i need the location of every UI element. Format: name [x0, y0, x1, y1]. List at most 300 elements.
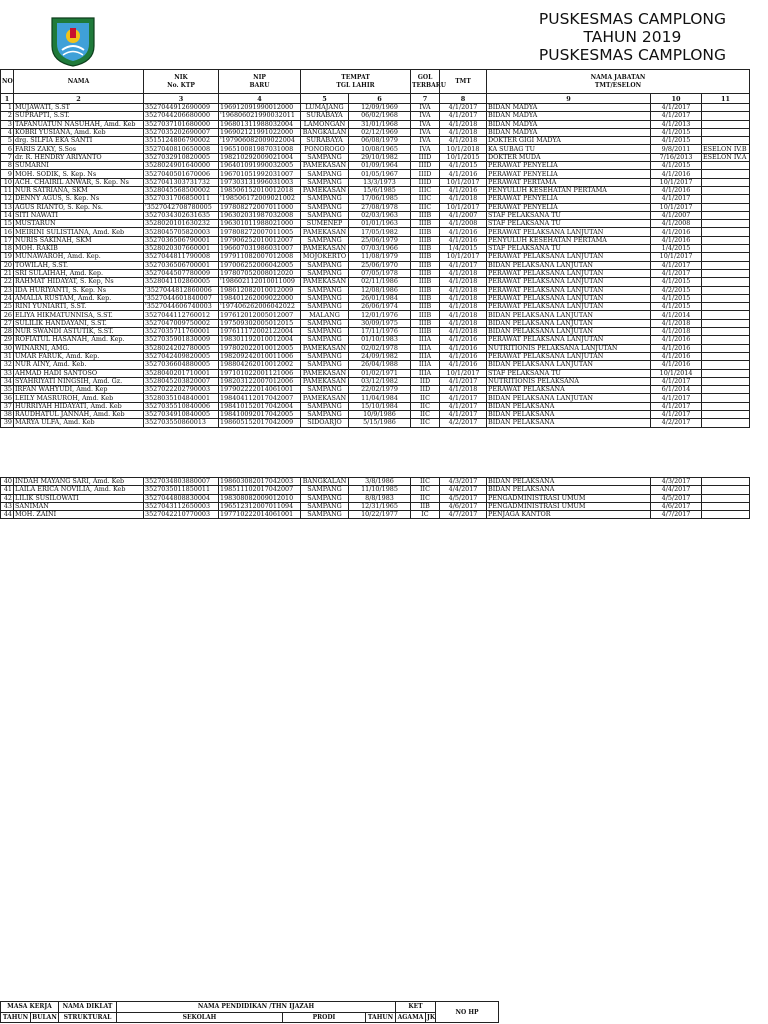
cell-no: 44: [1, 511, 14, 519]
cell-eselon: ESELON IV.B: [702, 145, 750, 153]
cell-tempat: SAMPANG: [301, 203, 349, 211]
cell-eselon: [702, 286, 750, 294]
col-number: 6: [349, 94, 411, 104]
cell-gol: IIIB: [411, 294, 440, 302]
cell-tempat: PAMEKASAN: [301, 186, 349, 194]
cell-nama: dr. R. HENDRY ARIYANTO: [14, 153, 144, 161]
cell-nip: 196902121991022000: [219, 128, 301, 136]
cell-tmt-jabatan: 4/1/2014: [651, 311, 702, 319]
cell-nip: '198602112010011009: [219, 278, 301, 286]
cell-eselon: [702, 352, 750, 360]
cell-tgl: 25/06/1970: [349, 261, 411, 269]
cell-nik: 3527034803880007: [144, 478, 219, 486]
col-number: 4: [219, 94, 301, 104]
cell-jabatan: DOKTER GIGI MADYA: [487, 137, 651, 145]
cell-no: 1: [1, 104, 14, 112]
cell-gol: IVA: [411, 104, 440, 112]
cell-no: 11: [1, 186, 14, 194]
cell-tmt: 4/1/2018: [440, 128, 487, 136]
cell-nip: 196302031987032008: [219, 211, 301, 219]
cell-nip: 197802022010012005: [219, 344, 301, 352]
cell-tmt-jabatan: 9/8/2011: [651, 145, 702, 153]
cell-tempat: SAMPANG: [301, 402, 349, 410]
title-line-2: TAHUN 2019: [583, 28, 682, 46]
cell-tempat: LAMONGAN: [301, 120, 349, 128]
cell-tmt: 4/1/2017: [440, 104, 487, 112]
cell-tgl: 12/31/1965: [349, 502, 411, 510]
cell-gol: IIC: [411, 402, 440, 410]
cell-jabatan: BIDAN PELAKSANA: [487, 486, 651, 494]
cell-tgl: 06/02/1968: [349, 112, 411, 120]
prodi-header: PRODI: [283, 1012, 366, 1023]
cell-jabatan: PENGADMINISTRASI UMUM: [487, 494, 651, 502]
col-gol-header: GOL TERBARU: [411, 70, 440, 94]
cell-tmt-jabatan: 4/1/2008: [651, 220, 702, 228]
cell-eselon: [702, 269, 750, 277]
table-row: [1, 386, 750, 394]
cell-tgl: 10/08/1965: [349, 145, 411, 153]
cell-tmt-jabatan: 4/1/2017: [651, 112, 702, 120]
cell-eselon: [702, 377, 750, 385]
cell-tempat: SAMPANG: [301, 511, 349, 519]
cell-tempat: SAMPANG: [301, 269, 349, 277]
cell-tempat: PAMEKASAN: [301, 162, 349, 170]
cell-tgl: 01/01/1963: [349, 220, 411, 228]
cell-gol: IIC: [411, 478, 440, 486]
cell-no: 22: [1, 278, 14, 286]
cell-nik: 3527022202790003: [144, 386, 219, 394]
cell-tmt: 1/4/2015: [440, 245, 487, 253]
cell-nik: 3527040810650008: [144, 145, 219, 153]
cell-nik: 3528035104840001: [144, 394, 219, 402]
cell-nip: 197808272007011000: [219, 203, 301, 211]
cell-nama: WINARNI, AMG.: [14, 344, 144, 352]
cell-gol: IIC: [411, 494, 440, 502]
cell-jabatan: PERAWAT PENYELIA: [487, 162, 651, 170]
cell-nip: 198301192010012004: [219, 336, 301, 344]
cell-no: 2: [1, 112, 14, 120]
cell-eselon: [702, 170, 750, 178]
cell-tmt: 4/1/2018: [440, 386, 487, 394]
cell-gol: IIID: [411, 153, 440, 161]
cell-jabatan: BIDAN PELAKSANA: [487, 410, 651, 418]
cell-nip: 196801311988032004: [219, 120, 301, 128]
cell-jabatan: STAF PELAKSANA TU: [487, 211, 651, 219]
cell-jabatan: PERAWAT PELAKSANA LANJUTAN: [487, 336, 651, 344]
cell-nip: 198603082017042003: [219, 478, 301, 486]
cell-tmt: 10/1/2015: [440, 153, 487, 161]
cell-nik: 3527036506790001: [144, 236, 219, 244]
cell-jabatan: BIDAN MADYA: [487, 104, 651, 112]
cell-nik: 3527031706850011: [144, 195, 219, 203]
cell-tempat: PAMEKASAN: [301, 228, 349, 236]
table-row: [1, 253, 750, 261]
cell-tgl: 02/12/1969: [349, 128, 411, 136]
col-jabatan-header: NAMA JABATAN TMT/ESELON: [487, 70, 750, 94]
cell-jabatan: BIDAN MADYA: [487, 120, 651, 128]
table-row: [1, 486, 750, 494]
col-number: 11: [702, 94, 750, 104]
cell-no: 38: [1, 410, 14, 418]
cell-gol: IIIB: [411, 220, 440, 228]
cell-gol: IIID: [411, 162, 440, 170]
cell-no: 20: [1, 261, 14, 269]
cell-jabatan: PERAWAT PELAKSANA LANJUTAN: [487, 253, 651, 261]
cell-nik: 3527047009750002: [144, 319, 219, 327]
jk-header: JK: [427, 1013, 436, 1021]
cell-tmt-jabatan: 4/1/2016: [651, 361, 702, 369]
cell-tempat: SAMPANG: [301, 319, 349, 327]
table-row: [1, 394, 750, 402]
cell-tmt-jabatan: 4/1/2015: [651, 294, 702, 302]
cell-tmt: 4/1/2018: [440, 269, 487, 277]
cell-jabatan: PENGADMINISTRASI UMUM: [487, 502, 651, 510]
cell-nik: 3527036506700001: [144, 261, 219, 269]
cell-tempat: SAMPANG: [301, 178, 349, 186]
cell-tgl: 5/15/1986: [349, 419, 411, 427]
table-row: [1, 336, 750, 344]
cell-gol: IC: [411, 511, 440, 519]
cell-tmt-jabatan: 4/6/2017: [651, 502, 702, 510]
cell-tmt: 4/1/2018: [440, 286, 487, 294]
cell-tempat: SAMPANG: [301, 336, 349, 344]
cell-tempat: SAMPANG: [301, 211, 349, 219]
cell-jabatan: PERAWAT PELAKSANA LANJUTAN: [487, 269, 651, 277]
cell-jabatan: PERAWAT PERTAMA: [487, 178, 651, 186]
cell-no: 15: [1, 220, 14, 228]
cell-jabatan: STAF PELAKSANA TU: [487, 245, 651, 253]
table-row: [1, 361, 750, 369]
cell-nik: 3527035510840006: [144, 402, 219, 410]
cell-nik: 3528045203820007: [144, 377, 219, 385]
cell-tgl: 24/09/1982: [349, 352, 411, 360]
cell-nama: ACH. CHAIRIL ANWAR, S. Kep. Ns: [14, 178, 144, 186]
cell-eselon: [702, 303, 750, 311]
cell-nip: 197611172002122004: [219, 328, 301, 336]
cell-tempat: SAMPANG: [301, 328, 349, 336]
cell-gol: IIIB: [411, 269, 440, 277]
table-row: [1, 195, 750, 203]
cell-tempat: SAMPANG: [301, 195, 349, 203]
cell-tmt-jabatan: 4/1/2017: [651, 104, 702, 112]
cell-tgl: 17/05/1982: [349, 228, 411, 236]
cell-no: 8: [1, 162, 14, 170]
cell-gol: IIC: [411, 394, 440, 402]
cell-eselon: [702, 336, 750, 344]
cell-eselon: [702, 494, 750, 502]
cell-nip: 198511102017042007: [219, 486, 301, 494]
cell-eselon: [702, 319, 750, 327]
cell-jabatan: NUTRITIONIS PELAKSANA LANJUTAN: [487, 344, 651, 352]
cell-tmt-jabatan: 4/1/2007: [651, 211, 702, 219]
regency-emblem-logo: [48, 12, 98, 68]
table-row: [1, 419, 750, 427]
cell-tempat: SUMENEP: [301, 220, 349, 228]
cell-nama: NUR AINY, Amd. Keb.: [14, 361, 144, 369]
cell-jabatan: PENJAGA KANTOR: [487, 511, 651, 519]
cell-no: 41: [1, 486, 14, 494]
cell-gol: IVA: [411, 120, 440, 128]
cell-jabatan: BIDAN PELAKSANA LANJUTAN: [487, 361, 651, 369]
cell-tgl: 31/01/1968: [349, 120, 411, 128]
cell-no: 23: [1, 286, 14, 294]
cell-tgl: 02/11/1986: [349, 278, 411, 286]
cell-nama: LILIK SUSILOWATI: [14, 494, 144, 502]
cell-tmt: 4/1/2018: [440, 303, 487, 311]
cell-nik: 3528020101630232: [144, 220, 219, 228]
cell-nik: 3527035202690007: [144, 128, 219, 136]
cell-nama: MOH. SODIK, S. Kep. Ns: [14, 170, 144, 178]
cell-nama: SULILIK HANDAYANI, S.ST.: [14, 319, 144, 327]
cell-no: 12: [1, 195, 14, 203]
cell-tmt-jabatan: 4/1/2017: [651, 269, 702, 277]
table-row: [1, 112, 750, 120]
cell-nik: 3527034910840005: [144, 410, 219, 418]
cell-gol: IIIB: [411, 211, 440, 219]
cell-tempat: MOJOKERTO: [301, 253, 349, 261]
cell-nik: 3527035711760001: [144, 328, 219, 336]
cell-tmt-jabatan: 4/1/2015: [651, 128, 702, 136]
cell-tmt-jabatan: 4/1/2018: [651, 328, 702, 336]
cell-tgl: 27/08/1978: [349, 203, 411, 211]
cell-gol: IIC: [411, 419, 440, 427]
table-row: [1, 303, 750, 311]
cell-tgl: 17/06/1985: [349, 195, 411, 203]
cell-no: 39: [1, 419, 14, 427]
cell-nik: 3527036604880005: [144, 361, 219, 369]
cell-tmt: 4/1/2018: [440, 294, 487, 302]
cell-tmt: 4/1/2018: [440, 311, 487, 319]
cell-tgl: 06/08/1979: [349, 137, 411, 145]
cell-nip: 198203122007012006: [219, 377, 301, 385]
cell-tempat: SAMPANG: [301, 236, 349, 244]
cell-nama: AHMAD HADI SANTOSO: [14, 369, 144, 377]
cell-jabatan: PERAWAT PENYELIA: [487, 195, 651, 203]
cell-tmt: 4/1/2016: [440, 170, 487, 178]
cell-tempat: PAMEKASAN: [301, 377, 349, 385]
cell-nama: MUJAWATI, S.ST: [14, 104, 144, 112]
cell-nama: SUMARNI: [14, 162, 144, 170]
cell-eselon: [702, 104, 750, 112]
col-number: 5: [301, 94, 349, 104]
cell-tempat: PAMEKASAN: [301, 344, 349, 352]
agama-header: AGAMA: [396, 1012, 426, 1023]
cell-no: 33: [1, 369, 14, 377]
cell-nik: 3515124806790002: [144, 137, 219, 145]
table-row: [1, 278, 750, 286]
cell-nama: SANIMAN: [14, 502, 144, 510]
cell-tmt: 4/6/2017: [440, 502, 487, 510]
document-title: [539, 10, 726, 64]
cell-nama: LAILA ERICA NOVILIA, Amd. Keb: [14, 486, 144, 494]
cell-tmt-jabatan: 4/5/2017: [651, 494, 702, 502]
cell-tmt-jabatan: 4/1/2017: [651, 195, 702, 203]
cell-nik: 3527037101680000: [144, 120, 219, 128]
cell-no: 13: [1, 203, 14, 211]
col-number: 9: [487, 94, 651, 104]
title-line-3: PUSKESMAS CAMPLONG: [538, 46, 726, 64]
cell-nama: drg. SILFIA EKA SANTI: [14, 137, 144, 145]
cell-gol: IIC: [411, 410, 440, 418]
cell-eselon: [702, 220, 750, 228]
cell-jabatan: PENYULUH KESEHATAN PERTAMA: [487, 236, 651, 244]
ket-header: KET: [396, 1002, 436, 1013]
cell-tgl: 12/01/1976: [349, 311, 411, 319]
cell-nip: 198612082010012009: [219, 286, 301, 294]
cell-tmt-jabatan: 4/1/2017: [651, 377, 702, 385]
cell-gol: IIIB: [411, 311, 440, 319]
cell-tempat: SAMPANG: [301, 294, 349, 302]
cell-gol: IIIB: [411, 261, 440, 269]
struktural-header: STRUKTURAL: [59, 1012, 117, 1023]
cell-tmt: 4/2/2017: [440, 419, 487, 427]
cell-no: 27: [1, 319, 14, 327]
cell-tempat: SAMPANG: [301, 286, 349, 294]
cell-nip: 197006252006042005: [219, 261, 301, 269]
cell-nik: '3527042708780005: [144, 203, 219, 211]
cell-jabatan: BIDAN PELAKSANA LANJUTAN: [487, 328, 651, 336]
cell-nik: 3528040201710001: [144, 369, 219, 377]
cell-tmt-jabatan: 4/4/2017: [651, 486, 702, 494]
cell-nik: 3528024202780005: [144, 344, 219, 352]
cell-gol: IIIB: [411, 286, 440, 294]
cell-no: 37: [1, 402, 14, 410]
cell-nama: KOBRI YUSIANA, Amd. Keb: [14, 128, 144, 136]
cell-nip: 198605152017042009: [219, 419, 301, 427]
cell-tgl: 17/11/1976: [349, 328, 411, 336]
cell-jabatan: PENYULUH KESEHATAN PERTAMA: [487, 186, 651, 194]
cell-jabatan: BIDAN PELAKSANA LANJUTAN: [487, 311, 651, 319]
cell-no: 9: [1, 170, 14, 178]
cell-no: 30: [1, 344, 14, 352]
cell-tgl: 3/8/1986: [349, 478, 411, 486]
cell-no: 31: [1, 352, 14, 360]
cell-tmt: 10/1/2017: [440, 369, 487, 377]
cell-jabatan: KA SUBAG TU: [487, 145, 651, 153]
cell-no: 28: [1, 328, 14, 336]
cell-tempat: SAMPANG: [301, 361, 349, 369]
cell-nip: 197303131996031003: [219, 178, 301, 186]
cell-nik: 3527044112760012: [144, 311, 219, 319]
cell-eselon: [702, 419, 750, 427]
cell-eselon: [702, 311, 750, 319]
cell-jabatan: PERAWAT PENYELIA: [487, 203, 651, 211]
cell-eselon: [702, 120, 750, 128]
cell-tempat: MALANG: [301, 311, 349, 319]
cell-nik: 3527044808830004: [144, 494, 219, 502]
cell-nik: 3527043112650003: [144, 502, 219, 510]
cell-tmt: 4/3/2017: [440, 478, 487, 486]
employee-table: [0, 69, 750, 428]
supplementary-header-table: [0, 1001, 499, 1023]
cell-nama: RINI YUNIARTI, S.ST.: [14, 303, 144, 311]
cell-tgl: 02/02/1978: [349, 344, 411, 352]
cell-tempat: SAMPANG: [301, 170, 349, 178]
cell-gol: IIIB: [411, 278, 440, 286]
cell-no: 6: [1, 145, 14, 153]
cell-nip: 196510081987031008: [219, 145, 301, 153]
cell-gol: IIIC: [411, 203, 440, 211]
cell-tmt-jabatan: 10/1/2014: [651, 369, 702, 377]
cell-tmt: 10/1/2018: [440, 145, 487, 153]
cell-jabatan: PERAWAT PELAKSANA LANJUTAN: [487, 294, 651, 302]
cell-gol: IIIA: [411, 369, 440, 377]
cell-tgl: 26/06/1974: [349, 303, 411, 311]
cell-nip: '198506172009021002: [219, 195, 301, 203]
cell-nama: MARYA ULFA, Amd. Keb: [14, 419, 144, 427]
cell-no: 42: [1, 494, 14, 502]
cell-tmt: 10/1/2017: [440, 203, 487, 211]
cell-tmt: 4/1/2016: [440, 236, 487, 244]
cell-no: 32: [1, 361, 14, 369]
col-number: 10: [651, 94, 702, 104]
cell-tmt: 4/1/2017: [440, 402, 487, 410]
cell-no: 4: [1, 128, 14, 136]
cell-tmt: 4/1/2008: [440, 220, 487, 228]
cell-tmt-jabatan: 4/1/2018: [651, 319, 702, 327]
nama-pendidikan-header: NAMA PENDIDIKAN /THN IJAZAH: [117, 1002, 396, 1013]
cell-eselon: [702, 211, 750, 219]
cell-tmt: 4/1/2017: [440, 394, 487, 402]
cell-nama: MUNAWAROH, Amd. Kep.: [14, 253, 144, 261]
cell-tempat: SAMPANG: [301, 494, 349, 502]
cell-tmt-jabatan: 4/1/2015: [651, 278, 702, 286]
tahun-header: TAHUN: [1, 1012, 31, 1023]
cell-jabatan: PERAWAT PELAKSANA LANJUTAN: [487, 278, 651, 286]
cell-tgl: 22/02/1979: [349, 386, 411, 394]
cell-nip: 198506152010012018: [219, 186, 301, 194]
cell-tmt: 4/1/2018: [440, 137, 487, 145]
table-header-row: [1, 70, 750, 94]
cell-tmt-jabatan: 4/1/2016: [651, 228, 702, 236]
table-row: [1, 137, 750, 145]
cell-tgl: 29/10/1982: [349, 153, 411, 161]
cell-tmt: 4/1/2018: [440, 319, 487, 327]
cell-tmt: 4/1/2016: [440, 336, 487, 344]
cell-tmt: 4/1/2017: [440, 261, 487, 269]
cell-no: 25: [1, 303, 14, 311]
cell-tempat: SIDOARJO: [301, 419, 349, 427]
cell-jabatan: BIDAN PELAKSANA LANJUTAN: [487, 319, 651, 327]
cell-tmt-jabatan: 1/4/2015: [651, 245, 702, 253]
cell-gol: IIIB: [411, 303, 440, 311]
cell-nik: 3527042210770003: [144, 511, 219, 519]
cell-nik: 3528020307660001: [144, 245, 219, 253]
cell-gol: IIIA: [411, 344, 440, 352]
cell-no: 34: [1, 377, 14, 385]
col-number: 1: [1, 94, 14, 104]
cell-jabatan: PERAWAT PELAKSANA: [487, 386, 651, 394]
cell-eselon: [702, 236, 750, 244]
table-row: [1, 228, 750, 236]
col-ttl-header: TEMPAT TGL LAHIR: [301, 70, 411, 94]
cell-tmt: 4/1/2017: [440, 410, 487, 418]
cell-tmt: 4/1/2016: [440, 361, 487, 369]
cell-nip: '196806021990032011: [219, 112, 301, 120]
cell-nip: 196301011988021000: [219, 220, 301, 228]
cell-nip: 198308082009012010: [219, 494, 301, 502]
cell-gol: IIC: [411, 486, 440, 494]
cell-eselon: [702, 502, 750, 510]
cell-gol: IID: [411, 386, 440, 394]
cell-nama: RAUDHATUL JANNAH, Amd. Keb: [14, 410, 144, 418]
cell-tgl: 25/06/1979: [349, 236, 411, 244]
cell-tmt-jabatan: 10/1/2017: [651, 178, 702, 186]
cell-nama: LEILY MASRUROH, Amd. Keb: [14, 394, 144, 402]
cell-nip: 197808272007011005: [219, 228, 301, 236]
cell-nip: 196912091990012000: [219, 104, 301, 112]
col-number: 2: [14, 94, 144, 104]
